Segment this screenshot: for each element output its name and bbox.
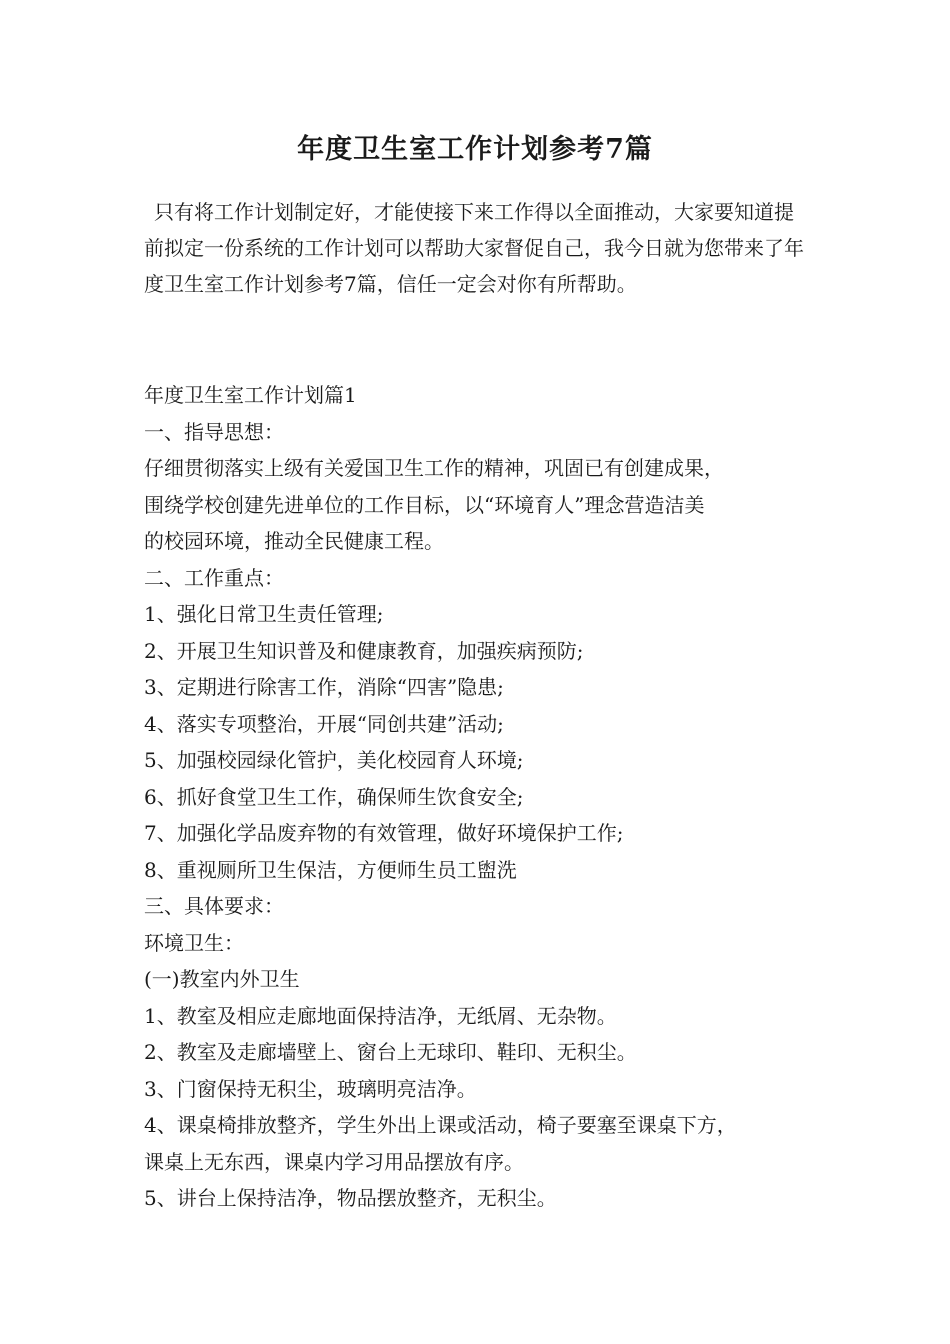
- list-item: 2、开展卫生知识普及和健康教育，加强疾病预防;: [144, 638, 584, 663]
- intro-paragraph: 只有将工作计划制定好，才能使接下来工作得以全面推动，大家要知道提前拟定一份系统的工作计划可以帮助大家督促自己，我今日就为您带来了年度卫生室工作计划参考7篇，信任一定会对你有所帮助。: [144, 200, 804, 296]
- list-item: 2、教室及走廊墙壁上、窗台上无球印、鞋印、无积尘。: [144, 1040, 637, 1064]
- list-item: 5、加强校园绿化管护，美化校园育人环境;: [144, 748, 524, 772]
- list-item: 8、重视厕所卫生保洁，方便师生员工盥洗: [144, 857, 517, 882]
- list-item: 3、门窗保持无积尘，玻璃明亮洁净。: [144, 1076, 477, 1101]
- text-line: 环境卫生：: [144, 930, 244, 955]
- list-item: 1、强化日常卫生责任管理;: [144, 602, 384, 626]
- list-item: 4、课桌椅排放整齐，学生外出上课或活动，椅子要塞至课桌下方，: [144, 1113, 737, 1137]
- text-line: 课桌上无东西，课桌内学习用品摆放有序。: [144, 1149, 524, 1174]
- text-line: 的校园环境，推动全民健康工程。: [144, 529, 444, 553]
- text-line: 一、指导思想：: [144, 419, 284, 444]
- document-title: 年度卫生室工作计划参考7篇: [297, 134, 653, 165]
- list-item: 6、抓好食堂卫生工作，确保师生饮食安全;: [144, 784, 524, 809]
- list-item: 5、讲台上保持洁净，物品摆放整齐，无积尘。: [144, 1186, 557, 1210]
- text-line: 仔细贯彻落实上级有关爱国卫生工作的精神，巩固已有创建成果，: [144, 456, 724, 480]
- text-line: 围绕学校创建先进单位的工作目标，以“环境育人”理念营造洁美: [144, 492, 705, 517]
- list-item: 3、定期进行除害工作，消除“四害”隐患;: [144, 675, 504, 699]
- list-item: 7、加强化学品废弃物的有效管理，做好环境保护工作;: [144, 821, 624, 845]
- document-body: [144, 377, 812, 1217]
- text-line: 三、具体要求：: [144, 894, 284, 918]
- list-item: 4、落实专项整治，开展“同创共建”活动;: [144, 711, 504, 736]
- text-line: 二、工作重点：: [144, 565, 284, 590]
- section-heading: 年度卫生室工作计划篇1: [144, 383, 357, 407]
- list-item: 1、教室及相应走廊地面保持洁净，无纸屑、无杂物。: [144, 1003, 617, 1028]
- text-line: (一)教室内外卫生: [144, 967, 300, 991]
